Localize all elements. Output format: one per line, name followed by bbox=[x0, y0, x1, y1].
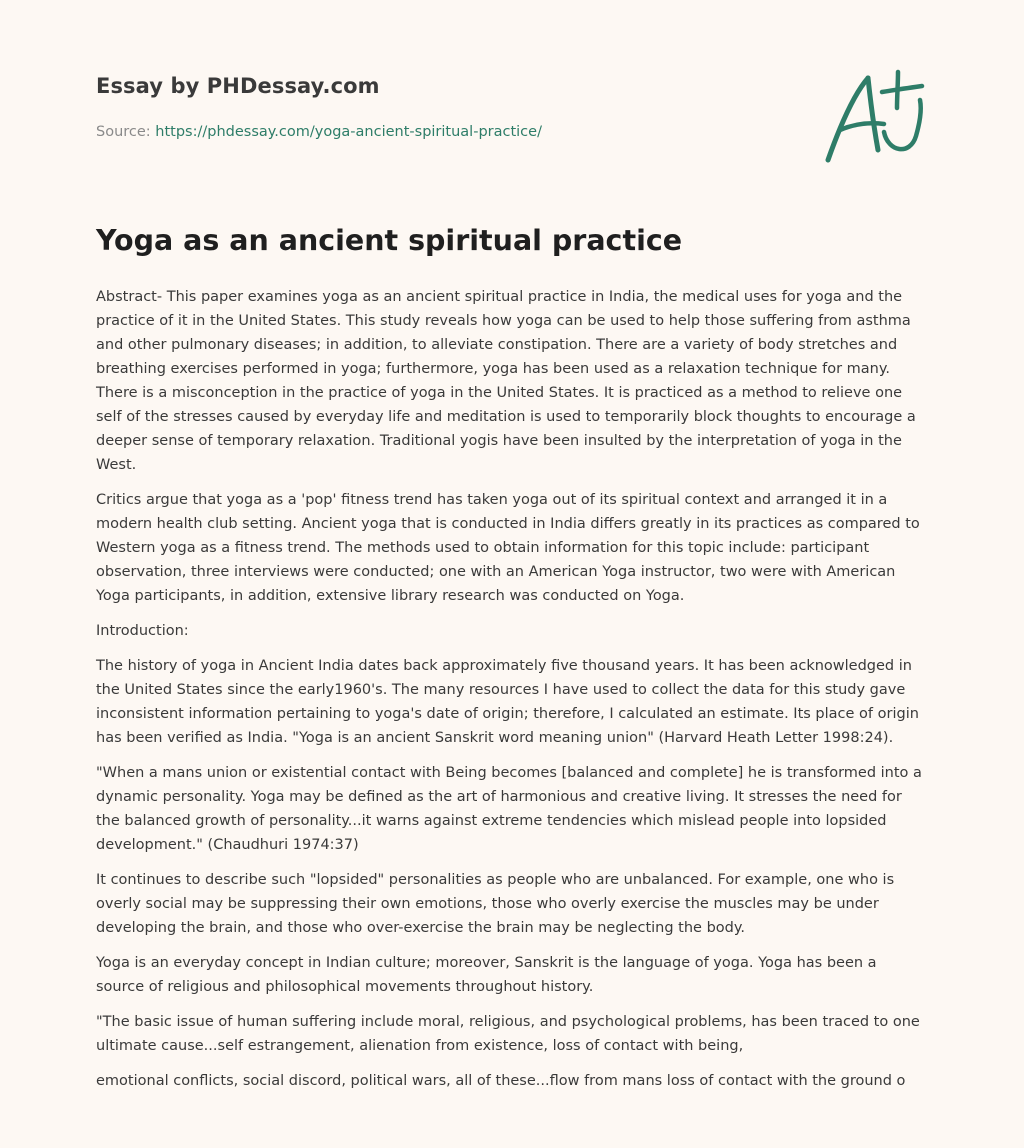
paragraph-abstract: Abstract- This paper examines yoga as an ancient spiritual practice in India, the medical uses for yoga and the practice of it in the United States. This study reveals how yoga can be used to help those suffering from asthma and other pulmonary diseases; in addition, to alleviate constipation. There are a variety of body stretches and breathing exercises performed in yoga; furthermore, yoga has been used as a relaxation technique for many. There is a misconception in the practice of yoga in the United States. It is practiced as a method to relieve one self of the stresses caused by everyday life and meditation is used to temporarily block thoughts to encourage a deeper sense of temporary relaxation. Traditional yogis have been insulted by the interpretation of yoga in the West. bbox=[96, 289, 916, 473]
paragraph-introduction-heading: Introduction: bbox=[96, 623, 189, 639]
paragraph-chaudhuri-quote: "When a mans union or existential contact with Being becomes [balanced and complete] he is transformed into a dynamic personality. Yoga may be defined as the art of harmonious and creative living. It stresses the need for the balanced growth of personality...it warns against extreme tendencies which mislead people into lopsided development." (Chaudhuri 1974:37) bbox=[96, 765, 922, 853]
paragraph-history: The history of yoga in Ancient India dates back approximately five thousand years. It has been acknowledged in the United States since the early1960's. The many resources I have used to collect the data for this study gave inconsistent information pertaining to yoga's date of origin; therefore, I calculated an estimate. Its place of origin has been verified as India. "Yoga is an ancient Sanskrit word meaning union" (Harvard Heath Letter 1998:24). bbox=[96, 658, 919, 746]
paragraph-sanskrit: Yoga is an everyday concept in Indian culture; moreover, Sanskrit is the language of yoga. Yoga has been a source of religious and philosophical movements throughout history. bbox=[96, 955, 877, 995]
site-title: Essay by PHDessay.com bbox=[96, 74, 380, 98]
a-plus-logo bbox=[818, 66, 930, 166]
essay-title: Yoga as an ancient spiritual practice bbox=[96, 224, 683, 257]
source-link[interactable]: https://phdessay.com/yoga-ancient-spiritual-practice/ bbox=[155, 124, 542, 140]
essay-header bbox=[96, 74, 796, 140]
source-line bbox=[96, 124, 542, 140]
paragraph-human-suffering: "The basic issue of human suffering include moral, religious, and psychological problems, has been traced to one ultimate cause...self estrangement, alienation from existence, loss of contact with being, bbox=[96, 1014, 920, 1054]
paragraph-critics: Critics argue that yoga as a 'pop' fitness trend has taken yoga out of its spiritual context and arranged it in a modern health club setting. Ancient yoga that is conducted in India differs greatly in its practices as compared to Western yoga as a fitness trend. The methods used to obtain information for this topic include: participant observation, three interviews were conducted; one with an American Yoga instructor, two were with American Yoga participants, in addition, extensive library research was conducted on Yoga. bbox=[96, 492, 920, 604]
essay-body bbox=[96, 285, 928, 1104]
source-label: Source: bbox=[96, 124, 151, 140]
paragraph-lopsided: It continues to describe such "lopsided" personalities as people who are unbalanced. For example, one who is overly social may be suppressing their own emotions, those who overly exercise the muscles may be under developing the brain, and those who over-exercise the brain may be neglecting the body. bbox=[96, 872, 895, 936]
paragraph-emotional-conflicts: emotional conflicts, social discord, political wars, all of these...flow from mans loss of contact with the ground o bbox=[96, 1073, 906, 1089]
